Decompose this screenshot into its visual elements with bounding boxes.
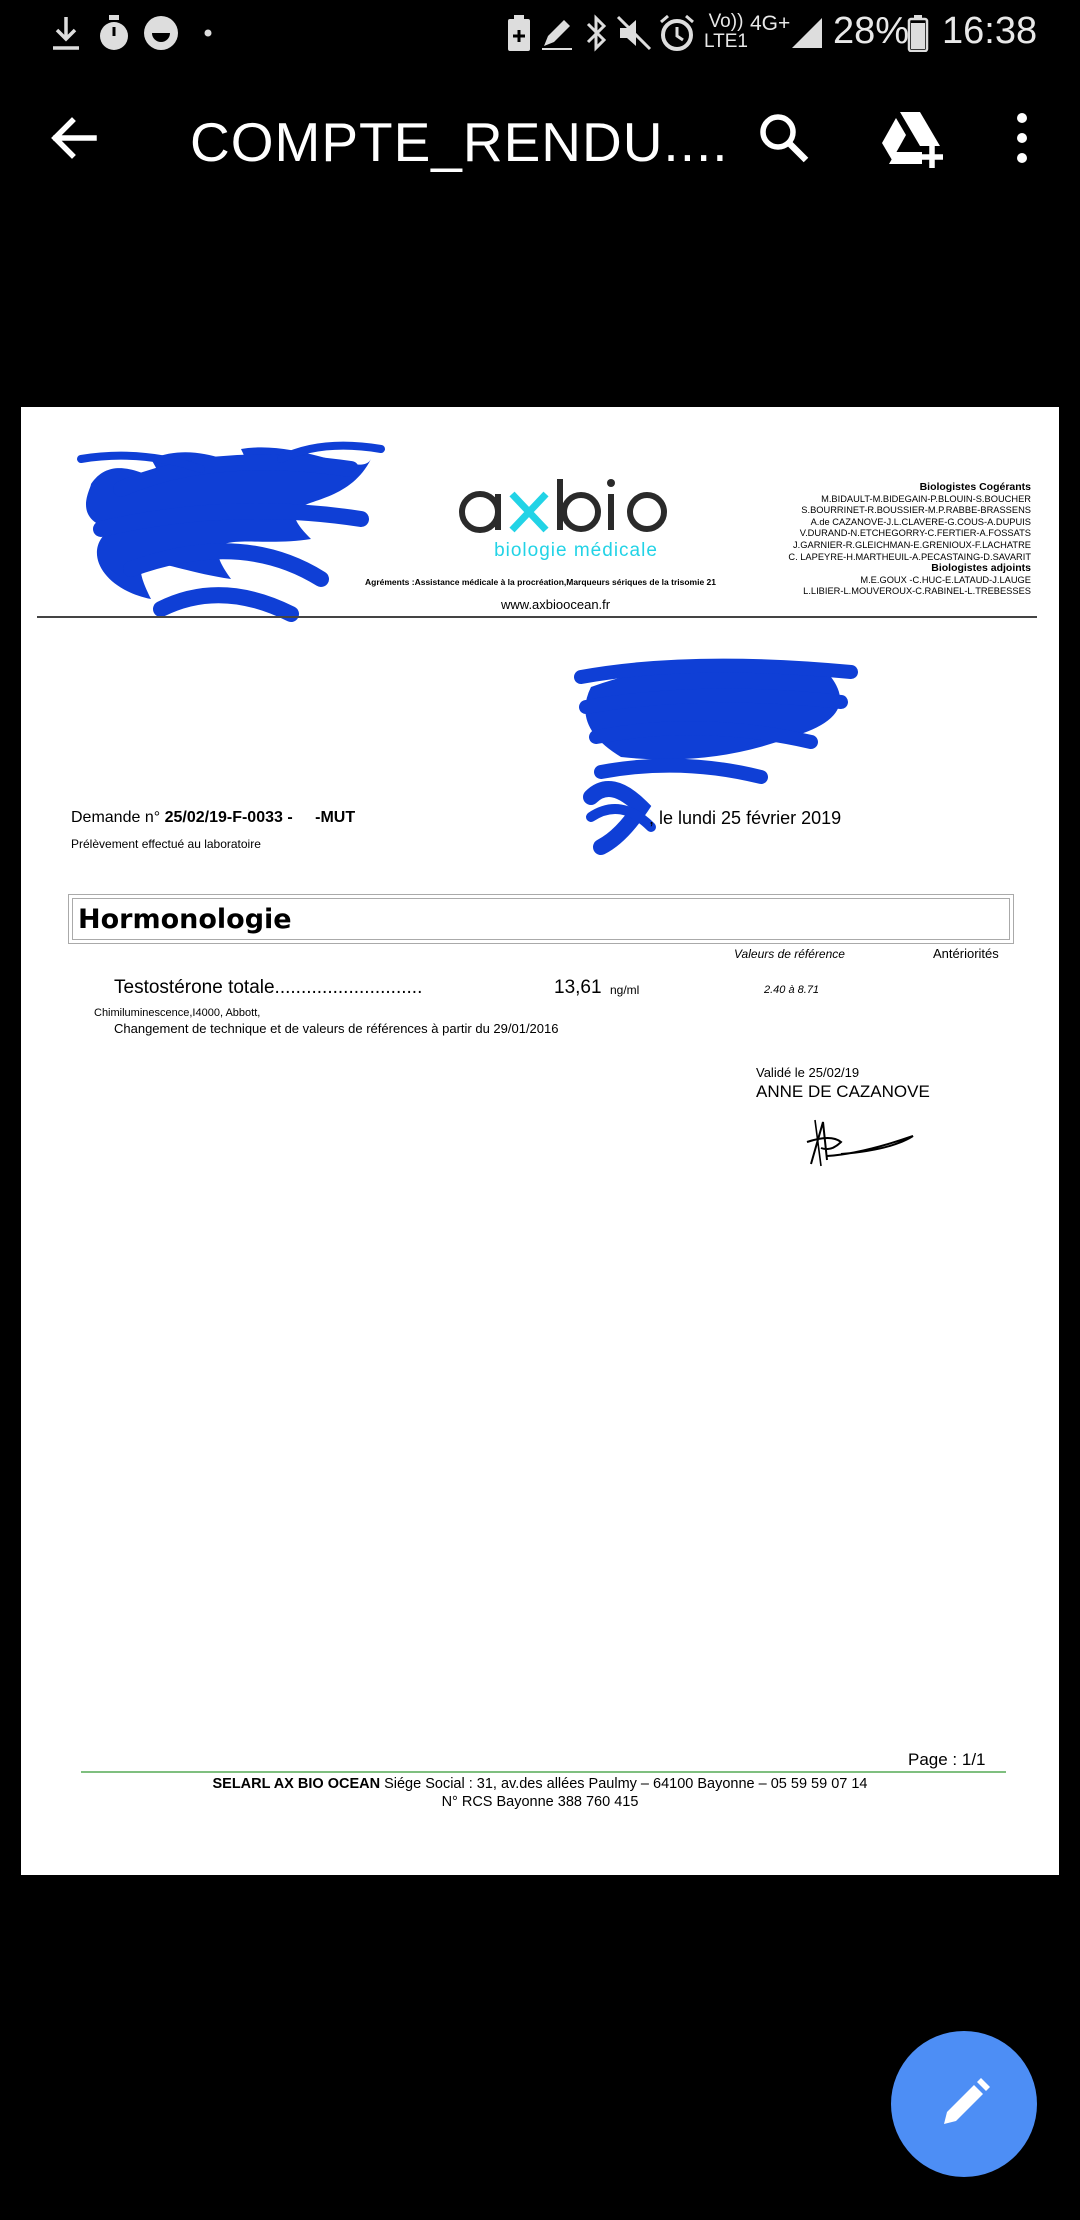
network-type: 4G+: [750, 12, 791, 35]
test-method: Chimiluminescence,I4000, Abbott,: [94, 1007, 261, 1019]
signal-icon: [790, 14, 824, 52]
prelevement-note: Prélèvement effectué au laboratoire: [71, 837, 261, 851]
face-icon: [142, 14, 180, 52]
biologist-line: M.BIDAULT-M.BIDEGAIN-P.BLOUIN-S.BOUCHER: [821, 493, 1031, 504]
validator-name: ANNE DE CAZANOVE: [756, 1082, 930, 1101]
footer-divider: [81, 1771, 1006, 1773]
document-page: [21, 407, 1059, 1875]
footer-address: [21, 1776, 1059, 1792]
biologist-line: V.DURAND-N.ETCHEGORRY-C.FERTIER-A.FOSSATS: [799, 528, 1031, 539]
adjoint-line: M.E.GOUX -C.HUC-E.LATAUD-J.LAUGE: [860, 574, 1031, 585]
dot-icon: [202, 14, 214, 52]
page-number: Page : 1/1: [908, 1750, 986, 1769]
adjoint-line: L.LIBIER-L.MOUVEROUX-C.RABINEL-L.TREBESSES: [803, 586, 1031, 597]
drive-add-icon[interactable]: [880, 108, 944, 168]
alarm-icon: [658, 14, 696, 52]
download-icon: [48, 14, 84, 52]
stopwatch-icon: [96, 14, 132, 52]
biologist-line: S.BOURRINET-R.BOUSSIER-M.P.RABBE-BRASSENS: [801, 505, 1031, 516]
more-options-icon[interactable]: [1000, 110, 1044, 166]
report-date: , le lundi 25 février 2019: [649, 808, 842, 828]
demande-suffix: -MUT: [315, 809, 356, 826]
pencil-icon: [936, 2076, 992, 2132]
biologist-line: C. LAPEYRE-H.MARTHEUIL-A.PECASTAING-D.SAVARIT: [788, 551, 1031, 562]
demande-line: [71, 809, 355, 827]
battery-percent: 28%: [833, 10, 910, 52]
footer-company: SELARL AX BIO OCEAN: [212, 1776, 381, 1792]
section-title: Hormonologie: [78, 904, 292, 935]
test-unit: ng/ml: [610, 983, 640, 997]
anteriorites-column-header: Antériorités: [933, 946, 999, 961]
app-bar: [0, 66, 1080, 206]
clock: 16:38: [942, 10, 1038, 52]
method-change-note: Changement de technique et de valeurs de références à partir du 29/01/2016: [114, 1021, 559, 1036]
logo-tagline: biologie médicale: [494, 540, 658, 561]
biologist-line: A.de CAZANOVE-J.L.CLAVERE-G.COUS-A.DUPUIS: [810, 516, 1031, 527]
test-name: Testostérone totale............................: [114, 977, 423, 998]
axbio-logo: [456, 477, 696, 577]
pen-icon: [540, 14, 574, 52]
battery-icon: [906, 14, 930, 52]
biologist-line: J.GARNIER-R.GLEICHMAN-E.GRENIOUX-F.LACHATRE: [793, 539, 1031, 550]
section-header-box: [68, 894, 1014, 944]
validation-date: Validé le 25/02/19: [756, 1065, 860, 1080]
mute-icon: [616, 14, 652, 52]
document-title: COMPTE_RENDU....: [190, 111, 729, 173]
demande-number: 25/02/19-F-0033: [164, 809, 283, 826]
test-reference-range: 2.40 à 8.71: [764, 984, 820, 996]
battery-saver-icon: [504, 14, 534, 52]
footer-address-text: Siége Social : 31, av.des allées Paulmy – 64100 Bayonne – 05 59 59 07 14: [380, 1776, 868, 1792]
signature: [801, 1112, 921, 1172]
back-arrow-icon[interactable]: [48, 112, 100, 164]
edit-button[interactable]: [891, 2031, 1037, 2177]
demande-separator: -: [287, 809, 293, 826]
biologists-title: Biologistes Cogérants: [919, 481, 1031, 493]
bluetooth-icon: [582, 14, 610, 52]
redaction-mark: [61, 429, 391, 639]
reference-column-header: Valeurs de référence: [734, 947, 845, 961]
header-divider: [37, 616, 1037, 618]
volte-indicator: Vo)) LTE1: [704, 11, 749, 52]
agrements: Agréments :Assistance médicale à la procréation,Marqueurs sériques de la trisomie 21: [365, 577, 716, 587]
biologists-block: [788, 482, 1031, 598]
footer-rcs: N° RCS Bayonne 388 760 415: [441, 1794, 639, 1810]
status-bar: [0, 0, 1080, 66]
demande-label: Demande n°: [71, 809, 161, 826]
website: www.axbioocean.fr: [501, 597, 611, 612]
search-icon[interactable]: [756, 110, 812, 166]
adjoints-title: Biologistes adjoints: [931, 562, 1031, 575]
test-value: 13,61: [554, 977, 602, 998]
